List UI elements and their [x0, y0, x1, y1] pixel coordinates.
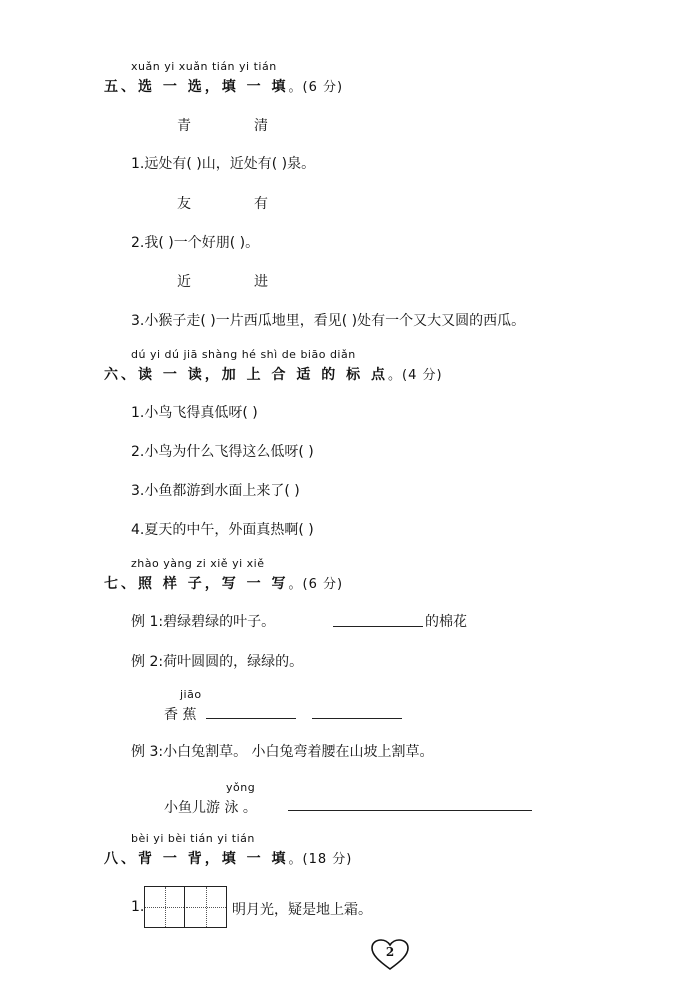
- fish-answer-line[interactable]: [288, 810, 532, 811]
- q2-choice-1: 友: [177, 196, 191, 212]
- q3-choice-1: 近: [177, 274, 191, 290]
- q2-text: 2.我( )一个好朋( )。: [131, 235, 260, 251]
- section8-heading-text: 八、背 一 背，填 一 填: [104, 851, 289, 867]
- page-number-heart: [370, 938, 410, 972]
- s6-item-1: 1.小鸟飞得真低呀( ): [131, 405, 258, 421]
- writing-cell-2[interactable]: [186, 887, 226, 927]
- s7-example-1: 例 1:碧绿碧绿的叶子。: [131, 614, 276, 630]
- s6-item-4: 4.夏天的中午，外面真热啊( ): [131, 522, 314, 538]
- s7-example-3: 例 3:小白兔割草。 小白兔弯着腰在山坡上割草。: [131, 744, 434, 760]
- s7-ex1-suffix: 的棉花: [425, 614, 467, 630]
- q1-choice-1: 青: [177, 118, 191, 134]
- q1-text: 1.远处有( )山，近处有( )泉。: [131, 156, 316, 172]
- section8-heading: [104, 848, 352, 868]
- section7-score: 。(6 分): [288, 577, 344, 592]
- s8-q1-number: 1.: [131, 899, 145, 915]
- page-number: 2: [385, 945, 395, 959]
- section5-heading-text: 五、选 一 选，填 一 填: [104, 79, 289, 95]
- q2-choice-2: 有: [254, 196, 268, 212]
- jiao-pinyin: jiāo: [180, 688, 202, 701]
- yong-pinyin: yǒng: [226, 781, 256, 794]
- q1-choice-2: 清: [254, 118, 268, 134]
- section5-heading: [104, 76, 343, 96]
- q3-text: 3.小猴子走( )一片西瓜地里，看见( )处有一个又大又圆的西瓜。: [131, 313, 526, 329]
- section6-heading-text: 六、读 一 读，加 上 合 适 的 标 点: [104, 367, 388, 383]
- xiangjiao-answer-line-2[interactable]: [312, 718, 402, 719]
- section6-pinyin: dú yi dú jiā shàng hé shì de biāo diǎn: [131, 348, 356, 361]
- xiangjiao-word: 香 蕉: [164, 707, 197, 723]
- s7-example-2: 例 2:荷叶圆圆的，绿绿的。: [131, 654, 304, 670]
- q3-choice-2: 进: [254, 274, 268, 290]
- section5-score: 。(6 分): [288, 80, 344, 95]
- section6-score: 。(4 分): [388, 368, 443, 383]
- s6-item-3: 3.小鱼都游到水面上来了( ): [131, 483, 300, 499]
- section8-pinyin: bèi yi bèi tián yi tián: [131, 832, 255, 845]
- s6-item-2: 2.小鸟为什么飞得这么低呀( ): [131, 444, 314, 460]
- fish-sentence: 小鱼儿游 泳 。: [164, 800, 257, 816]
- section7-heading: [104, 573, 343, 593]
- s7-ex1-answer-line[interactable]: [333, 626, 423, 627]
- section8-score: 。(18 分): [288, 852, 353, 867]
- section7-pinyin: zhào yàng zi xiě yi xiě: [131, 557, 265, 570]
- writing-cell-1[interactable]: [145, 887, 185, 927]
- xiangjiao-answer-line-1[interactable]: [206, 718, 296, 719]
- section6-heading: [104, 364, 443, 384]
- s8-q1-text: 明月光，疑是地上霜。: [232, 902, 372, 918]
- section5-pinyin: xuǎn yi xuǎn tián yi tián: [131, 60, 277, 73]
- writing-grid[interactable]: [144, 886, 227, 928]
- section7-heading-text: 七、照 样 子，写 一 写: [104, 576, 289, 592]
